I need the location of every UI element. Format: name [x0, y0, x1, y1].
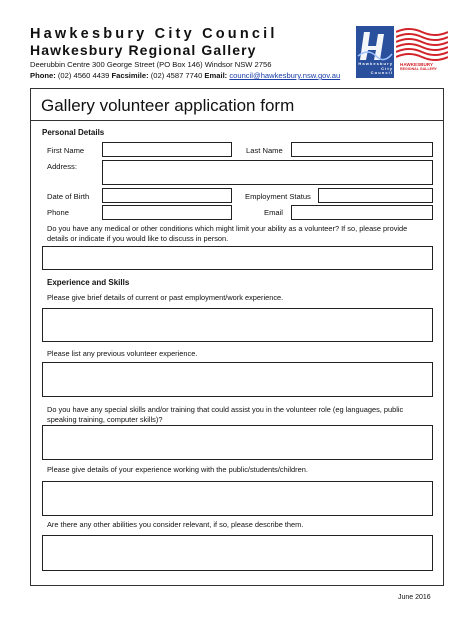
employment-answer-field[interactable]	[42, 308, 433, 342]
skills-question: Do you have any special skills and/or training that could assist you in the volunteer role (eg languages, public speaking training, computer skills)?	[47, 405, 404, 424]
dob-field[interactable]	[102, 188, 232, 203]
other-abilities-question: Are there any other abilities you consider relevant, if so, please describe them.	[47, 520, 304, 529]
form-title: Gallery volunteer application form	[41, 96, 295, 115]
contact-line	[30, 71, 340, 80]
phone-value: (02) 4560 4439	[57, 71, 110, 80]
medical-question: Do you have any medical or other conditions which might limit your ability as a volunteer? If so, please provide details or indicate if you would like to discuss in person.	[47, 224, 408, 243]
medical-answer-field[interactable]	[42, 246, 433, 270]
first-name-field[interactable]	[102, 142, 232, 157]
skills-answer-field[interactable]	[42, 425, 433, 460]
city-logo-line-1: H a w k e s b u r y	[358, 61, 392, 66]
gallery-logo-line-2: REGIONAL GALLERY	[400, 67, 437, 71]
public-experience-question: Please give details of your experience working with the public/students/children.	[47, 465, 308, 474]
council-name: Hawkesbury City Council	[30, 26, 278, 42]
gallery-wave-icon	[396, 26, 448, 62]
volunteer-question: Please list any previous volunteer experience.	[47, 349, 198, 358]
gallery-logo-line-1: HAWKESBURY	[400, 62, 434, 67]
email-label: Email:	[204, 71, 228, 80]
footer-date: June 2016	[398, 594, 431, 601]
employment-question: Please give brief details of current or past employment/work experience.	[47, 293, 284, 302]
address-label: Address:	[47, 162, 77, 171]
first-name-label: First Name	[47, 146, 85, 155]
last-name-field[interactable]	[291, 142, 433, 157]
gallery-name: Hawkesbury Regional Gallery	[30, 42, 257, 58]
last-name-label: Last Name	[246, 146, 283, 155]
dob-label: Date of Birth	[47, 192, 90, 201]
phone-label: Phone:	[30, 71, 56, 80]
employment-status-label: Employment Status	[245, 192, 311, 201]
city-logo-text	[358, 62, 392, 76]
personal-details-heading: Personal Details	[42, 128, 105, 137]
address-line: Deerubbin Centre 300 George Street (PO Box 146) Windsor NSW 2756	[30, 60, 272, 69]
experience-heading: Experience and Skills	[47, 278, 130, 287]
public-experience-answer-field[interactable]	[42, 481, 433, 516]
email-link[interactable]: council@hawkesbury.nsw.gov.au	[229, 71, 341, 80]
regional-gallery-logo	[396, 26, 448, 78]
fax-value: (02) 4587 7740	[150, 71, 203, 80]
fax-label: Facsimile:	[111, 71, 149, 80]
email-field[interactable]	[291, 205, 433, 220]
city-logo-line-2: C i t y	[381, 65, 392, 71]
phone-field[interactable]	[102, 205, 232, 220]
gallery-logo-text	[400, 62, 437, 72]
city-council-logo	[356, 26, 394, 78]
email-label: Email	[264, 208, 283, 217]
volunteer-answer-field[interactable]	[42, 362, 433, 397]
city-logo-line-3: C o u n c i l	[370, 70, 392, 76]
phone-label: Phone	[47, 208, 69, 217]
other-abilities-answer-field[interactable]	[42, 535, 433, 571]
title-divider	[30, 120, 444, 121]
address-field[interactable]	[102, 160, 433, 185]
employment-status-field[interactable]	[318, 188, 433, 203]
